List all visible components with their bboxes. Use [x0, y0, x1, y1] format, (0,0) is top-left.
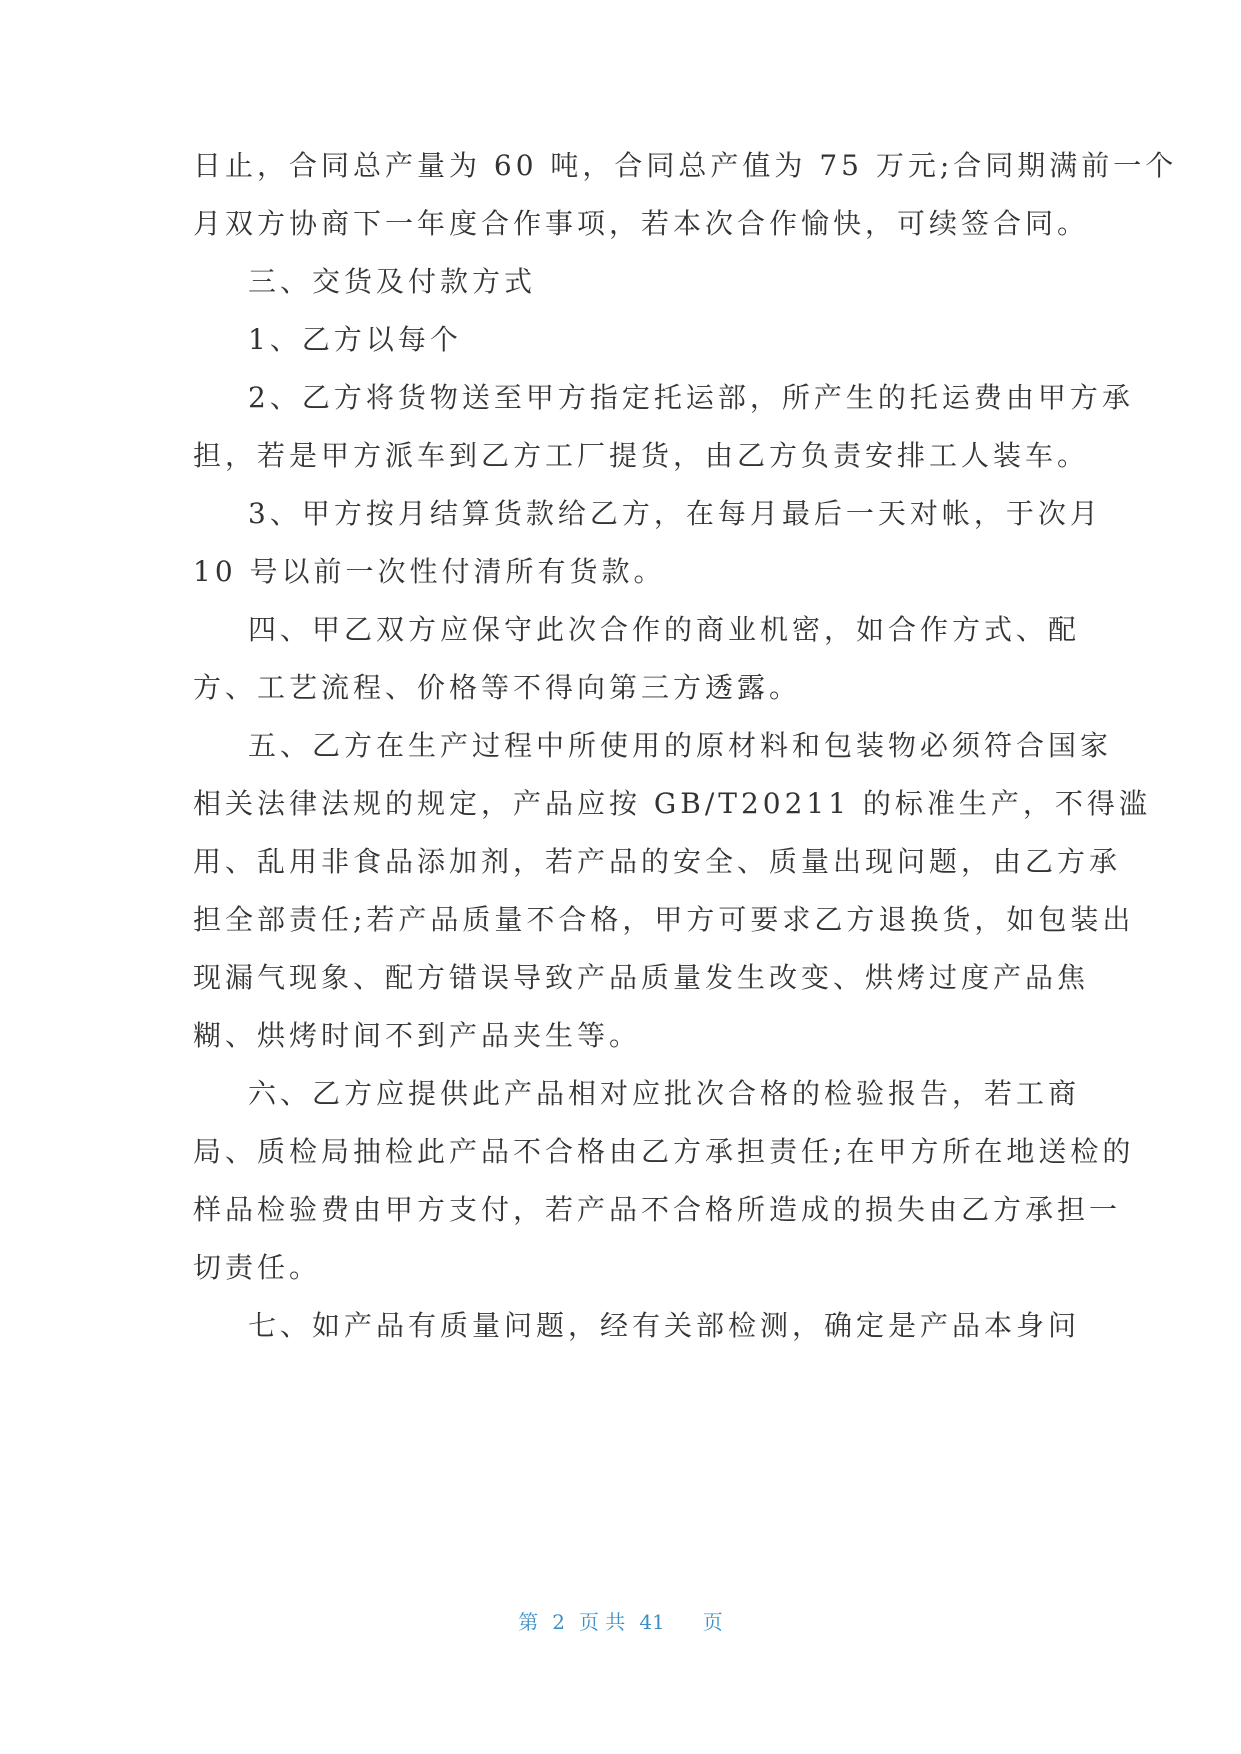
- footer-suffix: 页: [702, 1610, 723, 1634]
- text-line-8: 10 号以前一次性付清所有货款。: [193, 555, 666, 588]
- text-line-10: 方、工艺流程、价格等不得向第三方透露。: [193, 671, 802, 704]
- text-line-2: 月双方协商下一年度合作事项，若本次合作愉快，可续签合同。: [193, 207, 1090, 240]
- section-heading-5: 五、乙方在生产过程中所使用的原材料和包装物必须符合国家: [248, 729, 1113, 762]
- page-footer: [0, 1608, 1241, 1636]
- text-line-6: 担，若是甲方派车到乙方工厂提货，由乙方负责安排工人装车。: [193, 439, 1090, 472]
- text-line-15: 现漏气现象、配方错误导致产品质量发生改变、烘烤过度产品焦: [193, 961, 1090, 994]
- text-line-19: 样品检验费由甲方支付，若产品不合格所造成的损失由乙方承担一: [193, 1193, 1122, 1226]
- section-heading-7: 七、如产品有质量问题，经有关部检测，确定是产品本身问: [248, 1309, 1081, 1342]
- text-line-4: 1、乙方以每个: [248, 323, 462, 356]
- text-line-1: 日止，合同总产量为 60 吨，合同总产值为 75 万元;合同期满前一个: [193, 149, 1178, 182]
- text-line-14: 担全部责任;若产品质量不合格，甲方可要求乙方退换货，如包装出: [193, 903, 1135, 936]
- current-page-number: 2: [552, 1610, 565, 1634]
- text-line-20: 切责任。: [193, 1251, 322, 1284]
- text-line-12: 相关法律法规的规定，产品应按 GB/T20211 的标准生产，不得滥: [193, 787, 1151, 820]
- footer-mid: 页 共: [578, 1610, 626, 1634]
- text-line-16: 糊、烘烤时间不到产品夹生等。: [193, 1019, 642, 1052]
- text-line-13: 用、乱用非食品添加剂，若产品的安全、质量出现问题，由乙方承: [193, 845, 1122, 878]
- footer-prefix: 第: [518, 1610, 539, 1634]
- total-page-count: 41: [639, 1610, 665, 1634]
- section-heading-3: 三、交货及付款方式: [248, 265, 537, 298]
- text-line-7: 3、甲方按月结算货款给乙方，在每月最后一天对帐，于次月: [248, 497, 1102, 530]
- section-heading-6: 六、乙方应提供此产品相对应批次合格的检验报告，若工商: [248, 1077, 1081, 1110]
- text-line-5: 2、乙方将货物送至甲方指定托运部，所产生的托运费由甲方承: [248, 381, 1134, 414]
- text-line-18: 局、质检局抽检此产品不合格由乙方承担责任;在甲方所在地送检的: [193, 1135, 1135, 1168]
- section-heading-4: 四、甲乙双方应保守此次合作的商业机密，如合作方式、配: [248, 613, 1081, 646]
